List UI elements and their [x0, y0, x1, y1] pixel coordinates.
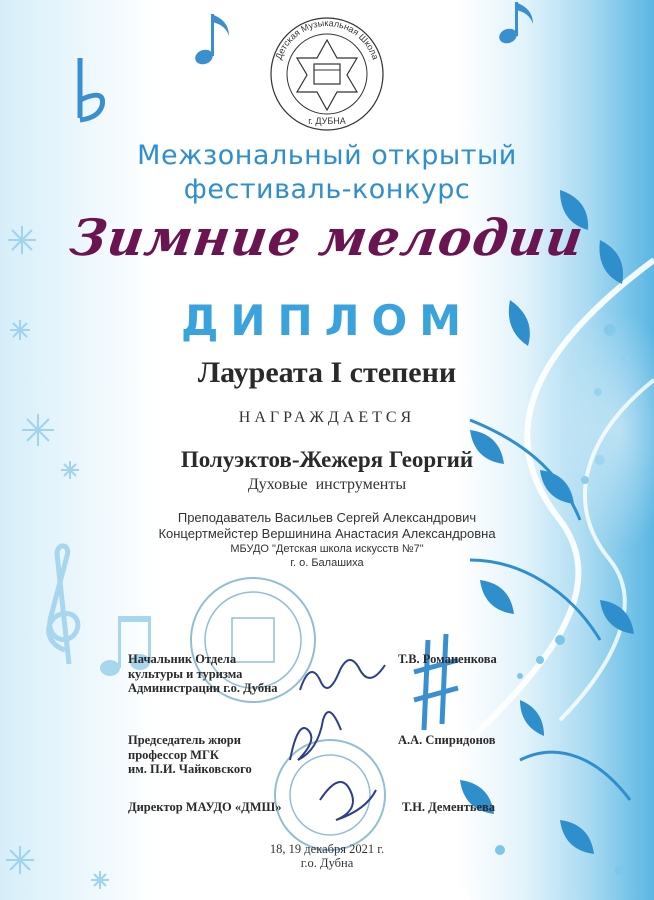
svg-text:Детская Музыкальная Школа: Детская Музыкальная Школа [273, 17, 381, 61]
sharp-sign-icon [414, 634, 458, 730]
signature-name-2: А.А. Спиридонов [398, 733, 496, 747]
signature-name-1: Т.В. Романенкова [398, 652, 497, 666]
awarded-label: НАГРАЖДАЕТСЯ [238, 409, 416, 426]
signature-role-3: Директор МАУДО «ДМШ» [128, 800, 282, 814]
recipient-name: Полуэктов-Жежеря Георгий [180, 447, 474, 472]
svg-text:г. ДУБНА: г. ДУБНА [308, 116, 346, 126]
accompanist-line: Концертмейстер Вершинина Анастасия Александровна [158, 526, 496, 541]
diploma-heading: ДИПЛОМ [180, 296, 474, 345]
festival-line-2: фестиваль-конкурс [183, 174, 471, 205]
festival-line-1: Межзональный открытый [137, 140, 517, 171]
contest-title: Зимние мелодии [66, 208, 588, 267]
signature-role-1: Начальник Отдела культуры и туризма Администрации г.о. Дубна [128, 652, 278, 695]
event-city: г.о. Дубна [300, 856, 354, 870]
event-date: 18, 19 декабря 2021 г. [269, 842, 385, 856]
recipient-instrument: Духовые инструменты [247, 476, 407, 493]
school-line: МБУДО "Детская школа искусств №7" [230, 543, 424, 555]
city-line: г. о. Балашиха [290, 557, 364, 569]
laureate-degree: Лауреата I степени [197, 356, 457, 389]
signature-role-2: Председатель жюри профессор МГК им. П.И. Чайковского [128, 733, 252, 776]
signature-name-3: Т.Н. Дементьева [402, 800, 496, 814]
teacher-line: Преподаватель Васильев Сергей Александрович [177, 510, 477, 525]
logo-text [0, 0, 654, 150]
